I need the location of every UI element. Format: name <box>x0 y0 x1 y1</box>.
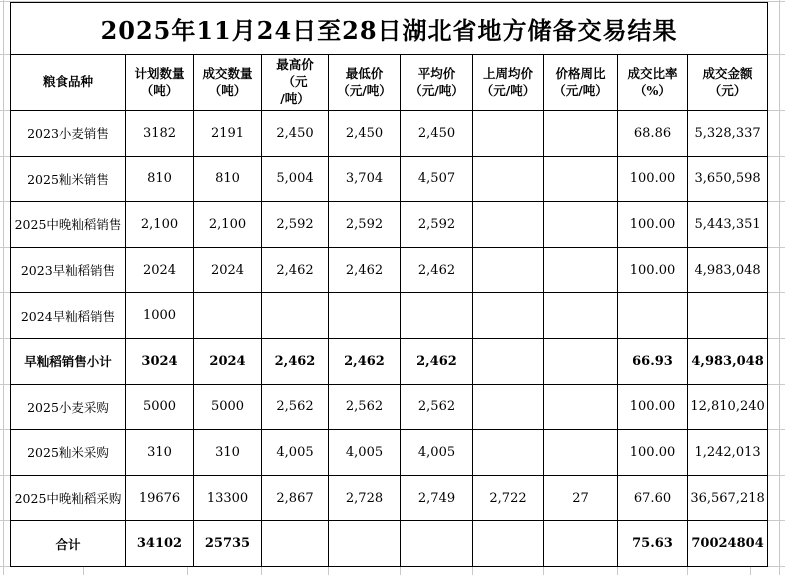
cell-last-week-average <box>473 430 544 476</box>
sheet-gridline <box>767 520 785 521</box>
cell-planned-quantity: 1000 <box>126 293 194 339</box>
cell-transaction-amount: 70024804 <box>688 521 768 567</box>
cell-transaction-ratio: 100.00 <box>618 430 688 476</box>
cell-average-price: 2,749 <box>401 475 473 521</box>
sheet-gridline <box>767 566 785 567</box>
cell-lowest-price: 2,728 <box>329 475 401 521</box>
cell-traded-quantity: 310 <box>194 430 262 476</box>
sheet-gridline <box>0 566 10 567</box>
sheet-gridline <box>767 384 785 385</box>
table-row <box>11 384 768 430</box>
sheet-gridline <box>0 54 10 55</box>
cell-highest-price: 2,462 <box>262 338 329 384</box>
sheet-gridline <box>0 110 10 111</box>
cell-transaction-ratio: 66.93 <box>618 338 688 384</box>
column-header-last-week-average-price <box>473 55 544 111</box>
cell-price-week-over-week: 27 <box>544 475 618 521</box>
cell-transaction-amount: 36,567,218 <box>688 475 768 521</box>
cell-traded-quantity: 810 <box>194 156 262 202</box>
cell-transaction-amount: 4,983,048 <box>688 338 768 384</box>
column-header-planned-quantity <box>126 55 194 111</box>
table-row <box>11 111 768 157</box>
cell-grain-variety: 2025籼米采购 <box>11 430 126 476</box>
sheet-gridline <box>767 156 785 157</box>
header-line: 价格周比 <box>555 65 606 81</box>
cell-price-week-over-week <box>544 430 618 476</box>
sheet-gridline <box>187 566 188 575</box>
cell-average-price: 2,450 <box>401 111 473 157</box>
header-line: 成交金额 <box>702 65 753 81</box>
cell-planned-quantity: 5000 <box>126 384 194 430</box>
cell-transaction-ratio <box>618 293 688 339</box>
cell-transaction-amount <box>688 293 768 339</box>
cell-last-week-average <box>473 384 544 430</box>
cell-grain-variety: 2025中晚籼稻采购 <box>11 475 126 521</box>
cell-transaction-ratio: 100.00 <box>618 247 688 293</box>
cell-lowest-price: 3,704 <box>329 156 401 202</box>
sheet-gridline <box>617 566 618 575</box>
cell-traded-quantity: 2024 <box>194 247 262 293</box>
column-header-transaction-ratio <box>618 55 688 111</box>
header-line: 上周均价 <box>482 65 533 81</box>
cell-last-week-average <box>473 293 544 339</box>
header-line: （元 <box>282 74 308 90</box>
cell-last-week-average <box>473 202 544 248</box>
column-header-grain-variety <box>11 55 126 111</box>
cell-grain-variety: 2025籼米销售 <box>11 156 126 202</box>
sheet-gridline <box>0 475 10 476</box>
cell-lowest-price <box>329 293 401 339</box>
header-line: （元/吨） <box>480 82 536 98</box>
cell-planned-quantity: 2024 <box>126 247 194 293</box>
cell-planned-quantity: 19676 <box>126 475 194 521</box>
header-line: 最高价 <box>276 57 314 73</box>
sheet-gridline <box>472 566 473 575</box>
subtotal-row <box>11 338 768 384</box>
cell-grain-variety: 2024早籼稻销售 <box>11 293 126 339</box>
cell-lowest-price: 2,450 <box>329 111 401 157</box>
title-row <box>11 3 768 55</box>
cell-transaction-ratio: 67.60 <box>618 475 688 521</box>
cell-price-week-over-week <box>544 156 618 202</box>
cell-average-price: 2,562 <box>401 384 473 430</box>
column-header-price-week-over-week <box>544 55 618 111</box>
cell-price-week-over-week <box>544 384 618 430</box>
cell-lowest-price: 2,592 <box>329 202 401 248</box>
header-line: （元/吨） <box>409 82 464 98</box>
cell-last-week-average: 2,722 <box>473 475 544 521</box>
cell-price-week-over-week <box>544 111 618 157</box>
table-row <box>11 156 768 202</box>
cell-highest-price: 2,462 <box>262 247 329 293</box>
cell-traded-quantity: 2,100 <box>194 202 262 248</box>
cell-last-week-average <box>473 338 544 384</box>
cell-transaction-amount: 3,650,598 <box>688 156 768 202</box>
cell-traded-quantity: 5000 <box>194 384 262 430</box>
cell-planned-quantity: 2,100 <box>126 202 194 248</box>
cell-highest-price: 2,592 <box>262 202 329 248</box>
sheet-gridline <box>83 566 84 575</box>
cell-average-price: 2,462 <box>401 338 473 384</box>
cell-planned-quantity: 3182 <box>126 111 194 157</box>
cell-transaction-amount: 1,242,013 <box>688 430 768 476</box>
sheet-gridline <box>0 338 10 339</box>
cell-planned-quantity: 310 <box>126 430 194 476</box>
cell-lowest-price: 2,462 <box>329 338 401 384</box>
cell-last-week-average <box>473 156 544 202</box>
header-line: （元/吨） <box>337 82 392 98</box>
sheet-gridline <box>543 566 544 575</box>
sheet-gridline <box>767 54 785 55</box>
cell-average-price <box>401 521 473 567</box>
cell-average-price: 2,462 <box>401 247 473 293</box>
table-row <box>11 247 768 293</box>
sheet-gridline <box>767 292 785 293</box>
cell-price-week-over-week <box>544 202 618 248</box>
column-header-average-price <box>401 55 473 111</box>
header-line: （吨） <box>208 82 247 98</box>
column-header-lowest-price <box>329 55 401 111</box>
sheet-gridline <box>779 0 780 575</box>
cell-highest-price: 2,562 <box>262 384 329 430</box>
cell-grain-variety: 早籼稻销售小计 <box>11 338 126 384</box>
header-line: /吨） <box>280 90 310 106</box>
cell-transaction-amount: 4,983,048 <box>688 247 768 293</box>
sheet-gridline <box>767 429 785 430</box>
sheet-gridline <box>0 384 10 385</box>
sheet-gridline <box>328 566 329 575</box>
cell-planned-quantity: 34102 <box>126 521 194 567</box>
cell-average-price: 2,592 <box>401 202 473 248</box>
cell-planned-quantity: 810 <box>126 156 194 202</box>
sheet-gridline <box>767 475 785 476</box>
table-title: 2025年11月24日至28日湖北省地方储备交易结果 <box>11 3 768 55</box>
sheet-gridline <box>0 247 10 248</box>
cell-lowest-price: 2,562 <box>329 384 401 430</box>
cell-grain-variety: 合计 <box>11 521 126 567</box>
sheet-gridline <box>0 201 10 202</box>
cell-grain-variety: 2025中晚籼稻销售 <box>11 202 126 248</box>
total-row <box>11 521 768 567</box>
sheet-gridline <box>687 566 688 575</box>
sheet-gridline <box>767 110 785 111</box>
cell-lowest-price: 4,005 <box>329 430 401 476</box>
cell-highest-price: 5,004 <box>262 156 329 202</box>
header-line: （吨） <box>140 82 179 98</box>
cell-last-week-average <box>473 247 544 293</box>
cell-traded-quantity: 2191 <box>194 111 262 157</box>
cell-price-week-over-week <box>544 247 618 293</box>
cell-price-week-over-week <box>544 521 618 567</box>
cell-transaction-amount: 5,328,337 <box>688 111 768 157</box>
header-line: 粮食品种 <box>42 74 93 90</box>
table-row <box>11 430 768 476</box>
table-row <box>11 475 768 521</box>
table-row <box>11 293 768 339</box>
cell-traded-quantity: 13300 <box>194 475 262 521</box>
sheet-gridline <box>0 520 10 521</box>
cell-highest-price: 2,450 <box>262 111 329 157</box>
cell-transaction-amount: 12,810,240 <box>688 384 768 430</box>
cell-lowest-price <box>329 521 401 567</box>
cell-grain-variety: 2023小麦销售 <box>11 111 126 157</box>
cell-last-week-average <box>473 521 544 567</box>
header-line: （元/吨） <box>553 82 608 98</box>
table-row <box>11 202 768 248</box>
cell-traded-quantity: 2024 <box>194 338 262 384</box>
cell-transaction-ratio: 100.00 <box>618 202 688 248</box>
cell-transaction-ratio: 75.63 <box>618 521 688 567</box>
cell-planned-quantity: 3024 <box>126 338 194 384</box>
sheet-gridline <box>261 566 262 575</box>
cell-highest-price <box>262 293 329 339</box>
cell-grain-variety: 2025小麦采购 <box>11 384 126 430</box>
header-line: 最低价 <box>345 65 384 81</box>
sheet-gridline <box>767 201 785 202</box>
cell-grain-variety: 2023早籼稻销售 <box>11 247 126 293</box>
cell-last-week-average <box>473 111 544 157</box>
sheet-gridline <box>767 247 785 248</box>
sheet-gridline <box>750 566 751 575</box>
header-line: 成交数量 <box>202 65 253 81</box>
cell-transaction-ratio: 100.00 <box>618 156 688 202</box>
header-row <box>11 55 768 111</box>
cell-transaction-ratio: 100.00 <box>618 384 688 430</box>
sheet-gridline <box>0 292 10 293</box>
sheet-gridline <box>3 0 4 575</box>
header-line: （元） <box>708 82 747 98</box>
cell-price-week-over-week <box>544 338 618 384</box>
cell-transaction-amount: 5,443,351 <box>688 202 768 248</box>
sheet-gridline <box>0 156 10 157</box>
cell-average-price <box>401 293 473 339</box>
cell-traded-quantity: 25735 <box>194 521 262 567</box>
sheet-gridline <box>0 429 10 430</box>
cell-price-week-over-week <box>544 293 618 339</box>
sheet-gridline <box>767 338 785 339</box>
sheet-gridline <box>400 566 401 575</box>
column-header-traded-quantity <box>194 55 262 111</box>
header-line: 成交比率 <box>627 65 678 81</box>
cell-highest-price: 4,005 <box>262 430 329 476</box>
header-line: （%） <box>634 82 671 98</box>
cell-lowest-price: 2,462 <box>329 247 401 293</box>
header-line: 计划数量 <box>134 65 185 81</box>
header-line: 平均价 <box>417 65 456 81</box>
cell-transaction-ratio: 68.86 <box>618 111 688 157</box>
results-table <box>10 2 768 567</box>
cell-average-price: 4,507 <box>401 156 473 202</box>
cell-traded-quantity <box>194 293 262 339</box>
cell-average-price: 4,005 <box>401 430 473 476</box>
column-header-highest-price <box>262 55 329 111</box>
cell-highest-price <box>262 521 329 567</box>
cell-highest-price: 2,867 <box>262 475 329 521</box>
column-header-transaction-amount <box>688 55 768 111</box>
